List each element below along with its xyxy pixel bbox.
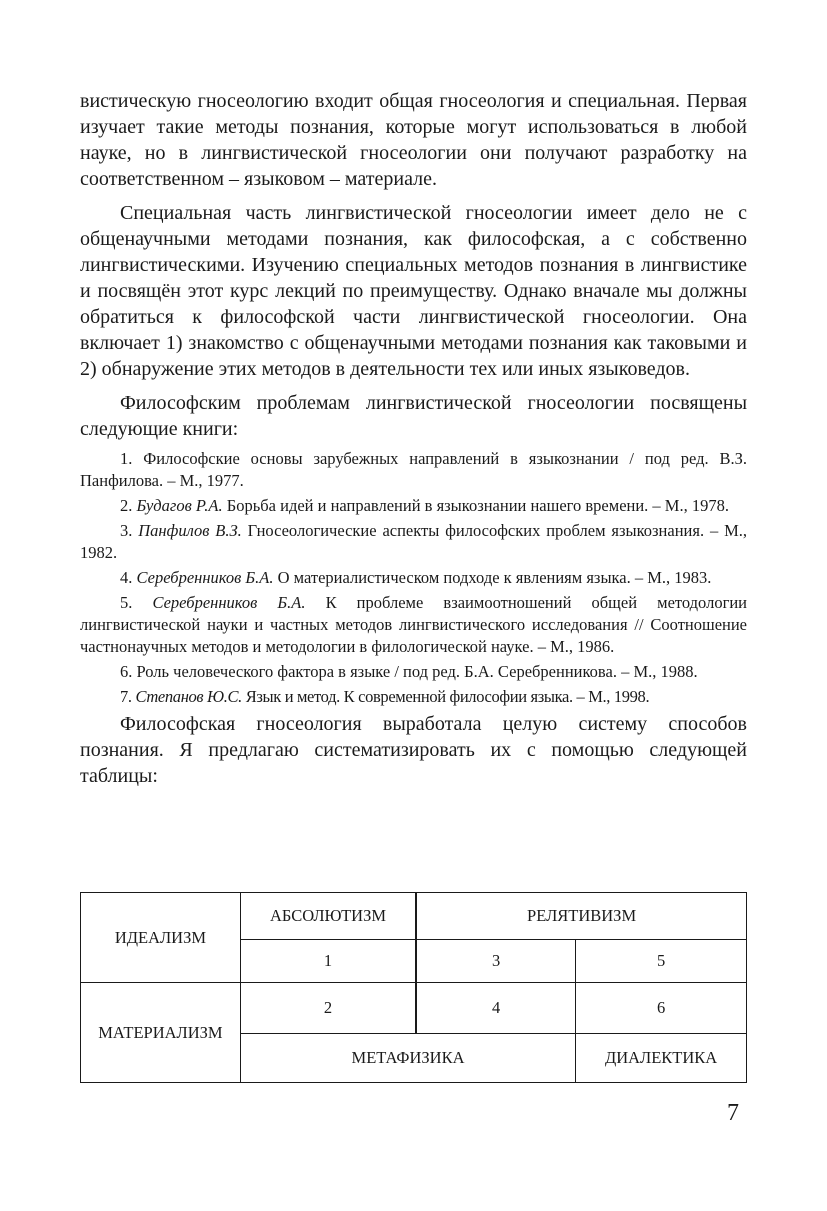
reference-text: Язык и метод. К современной философии языка. – М., 1998. [245, 687, 650, 706]
reference-text: О материалистическом подходе к явлениям языка. – М., 1983. [277, 568, 712, 587]
reference-number: 2. [120, 496, 133, 515]
reference-author: Степанов Ю.С. [135, 687, 242, 706]
methods-table [80, 892, 747, 1083]
reference-author: Панфилов В.З. [138, 521, 242, 540]
reference-number: 6. [120, 662, 133, 681]
table-cell-2: 2 [240, 983, 416, 1034]
table-cell-4: 4 [416, 983, 576, 1034]
dialectics-footer: ДИАЛЕКТИКА [576, 1034, 747, 1083]
reference-author: Серебренников Б.А. [152, 593, 306, 612]
relativism-header: РЕЛЯТИВИЗМ [416, 893, 746, 940]
materialism-header: МАТЕРИАЛИЗМ [81, 983, 241, 1083]
reference-number: 3. [120, 521, 133, 540]
table-cell-3: 3 [416, 940, 576, 983]
references-list [80, 448, 747, 708]
reference-text: Философские основы зарубежных направлений в языкознании / под ред. В.З. Панфилова. – М., 1977. [80, 449, 748, 490]
table-cell-1: 1 [240, 940, 416, 983]
reference-text: Борьба идей и направлений в языкознании нашего времени. – М., 1978. [226, 496, 729, 515]
table-cell-6: 6 [576, 983, 747, 1034]
paragraph-2: Специальная часть лингвистической гносеологии имеет дело не с общенаучными методами познания, как философская, а с собственно лингвистическими. Изучению специальных методов познания в лингвистике и посвящён этот курс лекций по преимуществу. Однако вначале мы должны обратиться к философской части лингвистической гносеологии. Она включает 1) знакомство с общенаучными методами познания как таковыми и 2) обнаружение этих методов в деятельности тех или иных языковедов. [80, 202, 747, 380]
idealism-header: ИДЕАЛИЗМ [81, 893, 241, 983]
metaphysics-footer: МЕТАФИЗИКА [240, 1034, 575, 1083]
reference-item [80, 661, 747, 683]
reference-item [80, 567, 747, 589]
reference-item [80, 592, 747, 658]
reference-author: Будагов Р.А. [136, 496, 223, 515]
reference-author: Серебренников Б.А. [136, 568, 274, 587]
reference-number: 4. [120, 568, 133, 587]
page-number: 7 [727, 1100, 739, 1126]
reference-text: К проблеме взаимоотношений общей методологии лингвистической науки и частных методов лингвистического исследования // Соотношение частнонаучных методов и методологии в филологической науке. – М., 1986. [80, 593, 748, 656]
paragraph-closing: Философская гносеология выработала целую систему способов познания. Я предлагаю систематизировать их с помощью следующей таблицы: [80, 713, 747, 787]
page-body [80, 88, 747, 789]
absolutism-header: АБСОЛЮТИЗМ [240, 893, 416, 940]
reference-text: Роль человеческого фактора в языке / под ред. Б.А. Серебренникова. – М., 1988. [136, 662, 698, 681]
reference-item [80, 495, 747, 517]
paragraph-1: вистическую гносеологию входит общая гносеология и специальная. Первая изучает такие методы познания, которые могут использоваться в любой науке, но в лингвистической гносеологии они получают разработку на соответственном – языковом – материале. [80, 90, 747, 190]
paragraph-3: Философским проблемам лингвистической гносеологии посвящены следующие книги: [80, 392, 747, 440]
table-cell-5: 5 [576, 940, 747, 983]
reference-number: 1. [120, 449, 133, 468]
reference-number: 5. [120, 593, 133, 612]
reference-item [80, 520, 747, 564]
reference-item [80, 448, 747, 492]
reference-number: 7. [120, 687, 132, 706]
reference-item [80, 686, 747, 708]
reference-text: Гносеологические аспекты философских проблем языкознания. – М., 1982. [80, 521, 748, 562]
